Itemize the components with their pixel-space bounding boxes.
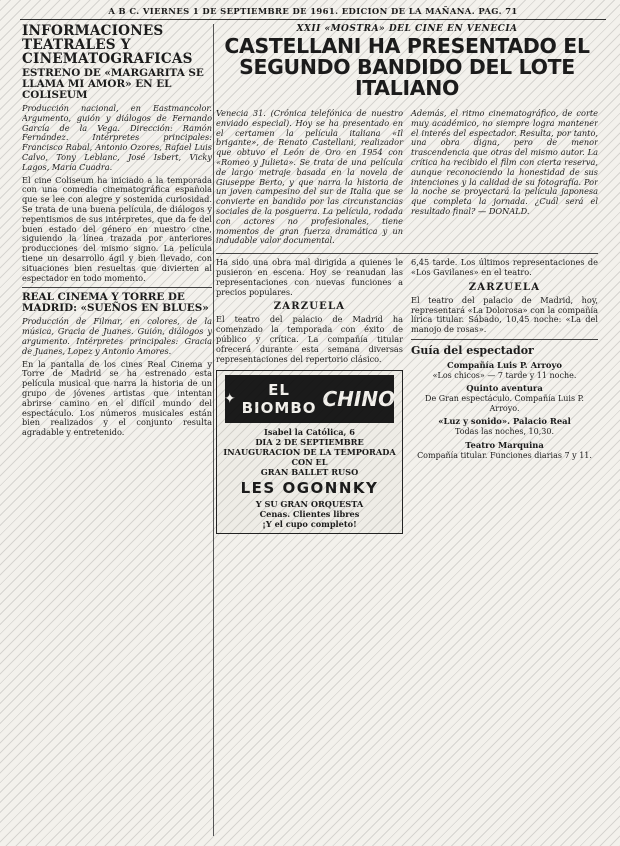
article2-credits: Producción de Filmar, en colores, de la música, Gracia de Juanes. Guión, diálogos y argumento. Intérpretes principales: Gracia de Juanes, Lopez y Antonio Amores. — [22, 316, 212, 356]
lower-right-text: 6,45 tarde. Los últimos representaciones de «Los Gavilanes» en el teatro. — [411, 257, 598, 277]
divider — [216, 253, 598, 254]
guide-entry — [411, 440, 598, 461]
divider — [411, 339, 598, 340]
guide-entry-name: «Luz y sonido». Palacio Real — [438, 416, 571, 427]
guide-entry — [411, 416, 598, 437]
venice-body-right: Además, el ritmo cinematográfico, de corte muy académico, no siempre logra mantener el interés del espectador. Resulta, por tanto, una obra digna, pero de menor trascendencia que otras del mismo autor. La crítica ha recibido el film con cierta reserva, aunque reconociendo la honestidad de sus intenciones y la calidad de su fotografía. Por la noche se proyectará la película japonesa que completa la jornada. ¿Cuál será el resultado final? — DONALD. — [411, 108, 598, 216]
festival-kicker: XXII «MOSTRA» DEL CINE EN VENECIA — [296, 24, 518, 34]
ad-date: DIA 2 DE SEPTIEMBRE — [255, 437, 364, 448]
ad-address: Isabel la Católica, 6 — [264, 427, 355, 438]
lower-section — [216, 258, 598, 534]
ad-opening: INAUGURACION DE LA TEMPORADA — [223, 447, 396, 458]
left-column — [22, 24, 212, 836]
guide-entry — [411, 383, 598, 413]
section-title: INFORMACIONES TEATRALES Y CINEMATOGRAFICAS — [22, 24, 193, 67]
main-headline: CASTELLANI HA PRESENTADO EL SEGUNDO BANDIDO DEL LOTE ITALIANO — [224, 34, 590, 100]
article2-body: En la pantalla de los cines Real Cinema y Torre de Madrid se ha estrenado esta película musical que narra la historia de un grupo de jóvenes artistas que intentan abrirse camino en el difícil mundo del espectáculo. Los números musicales están bien realizados y el conjunto resulta agradable y entretenido. — [22, 358, 212, 438]
ad-cinema-name: EL BIOMBO — [241, 381, 317, 418]
ad-extra: Y SU GRAN ORQUESTA — [255, 499, 364, 510]
ad-dinner: Cenas. Clientes libres — [259, 509, 360, 520]
guide-entry — [411, 360, 598, 381]
guide-entry-name: Teatro Marquina — [465, 439, 544, 450]
biombo-chino-ad — [216, 370, 403, 534]
right-column — [216, 24, 598, 840]
ad-cinema-name2: CHINO — [322, 387, 396, 412]
guide-entry-name: Quinto aventura — [466, 383, 543, 394]
divider — [22, 287, 212, 288]
lower-left-text: Ha sido una obra mal dirigida a quienes le pusieron en escena. Hoy se reanudan las representaciones con nuevas funciones a precios populares. — [216, 257, 403, 297]
guide-entry-name: Compañía Luis P. Arroyo — [447, 359, 562, 370]
article2-title: REAL CINEMA Y TORRE DE MADRID: «SUEÑOS EN BLUES» — [22, 291, 209, 315]
venice-body-left: Venecia 31. (Crónica telefónica de nuestro enviado especial). Hoy se ha presentado en el certamen la película italiana «Il brigante», de Renato Castellani, realizador que obtuvo el León de Oro en 1954 con «Romeo y Julieta». Se trata de una película de largo metraje basada en la novela de Giuseppe Berto, y que narra la historia de un joven campesino del sur de Italia que se convierte en bandido por las circunstancias sociales de la posguerra. La película, rodada con actores no profesionales, tiene momentos de gran fuerza dramática y un indudable valor documental. — [216, 108, 403, 246]
zarzuela1-title: ZARZUELA — [273, 301, 346, 313]
venice-article — [216, 109, 598, 249]
zarzuela2-text: El teatro del palacio de Madrid, hoy, representará «La Dolorosa» con la compañía lírica titular. Sábado, 10,45 noche: «La del manojo de rosas». — [411, 294, 598, 335]
guide-title: Guía del espectador — [411, 343, 534, 357]
header-rule — [20, 19, 606, 20]
ad-show-type: GRAN BALLET RUSO — [260, 467, 359, 478]
ad-logo — [225, 375, 394, 423]
zarzuela1-text: El teatro del palacio de Madrid ha comenzado la temporada con éxito de público y crítica. La compañía titular ofrecerá durante esta semana diversas representaciones del repertorio clásico. — [216, 314, 403, 364]
ad-with: CON EL — [291, 457, 328, 468]
column-separator — [213, 24, 214, 836]
article1-title: ESTRENO DE «MARGARITA SE LLAMA MI AMOR» EN EL COLISEUM — [22, 67, 204, 101]
guide-entry-text: Compañía titular. Funciones diarias 7 y 11. — [417, 450, 592, 460]
page-header: A B C. VIERNES 1 DE SEPTIEMBRE DE 1961. EDICION DE LA MAÑANA. PAG. 71 — [108, 6, 518, 16]
star-icon: ✦ — [223, 391, 236, 408]
article1-body: El cine Coliseum ha iniciado a la temporada con una comedia cinematográfica española que se lee con alegre y sostenida curiosidad. Se trata de una buena película, de diálogos y repentismos de sus intérpretes, que da fe del buen estado del género en nuestro cine, siguiendo la línea trazada por anteriores producciones del mismo signo. La película tiene un desarrollo ágil y bien llevado, con situaciones bien resueltas que divierten al espectador en todo momento. — [22, 174, 212, 283]
ad-company: LES OGONNKY — [240, 479, 379, 498]
guide-entry-text: «Los chicos» — 7 tarde y 11 noche. — [432, 370, 577, 380]
ad-tip: ¡Y el cupo completo! — [262, 519, 357, 530]
guide-entry-text: De Gran espectáculo. Compañía Luis P. Arroyo. — [425, 394, 584, 413]
guide-entry-text: Todas las noches, 10,30. — [454, 427, 555, 437]
zarzuela2-title: ZARZUELA — [468, 281, 541, 293]
article1-credits: Producción nacional, en Eastmancolor. Argumento, guión y diálogos de Fernando García de la Vega. Dirección: Ramón Fernández. Intérpretes principales: Francisco Rabal, Antonio Ozores, Rafael Luis Calvo, Tony Leblanc, José Isbert, Vicky Lagos, María Cuadra. — [22, 103, 212, 172]
